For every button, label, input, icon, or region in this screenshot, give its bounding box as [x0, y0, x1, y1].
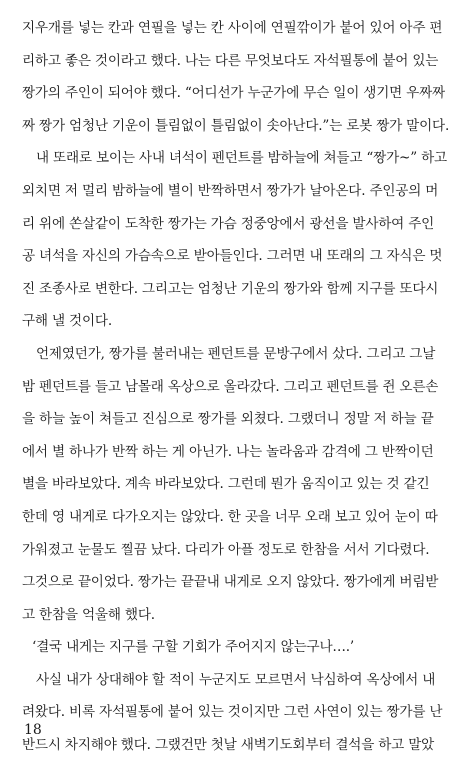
text-line: 리 위에 쏜살같이 도착한 짱가는 가슴 정중앙에서 광선을 발사하여 주인 [22, 215, 435, 232]
text-line: 려왔다. 비록 자석필통에 붙어 있는 것이지만 그런 사연이 있는 짱가를 난 [22, 704, 443, 721]
text-line: 내 또래로 보이는 사내 녀석이 펜던트를 밤하늘에 쳐들고 “짱가~” 하고 [36, 150, 447, 167]
text-line: 짜 짱가 엄청난 기운이 틀림없이 틀림없이 솟아난다.”는 로봇 짱가 말이다. [22, 117, 450, 134]
paragraph [22, 338, 452, 631]
text-line: 반드시 차지해야 했다. 그랬건만 첫날 새벽기도회부터 결석을 하고 말았 [22, 737, 435, 754]
text-line: 가워졌고 눈물도 찔끔 났다. 다리가 아플 정도로 한참을 서서 기다렸다. [22, 541, 430, 558]
text-line: 외치면 저 멀리 밤하늘에 별이 반짝하면서 짱가가 날아온다. 주인공의 머 [22, 182, 439, 199]
text-line: 리하고 좋은 것이라고 했다. 나는 다른 무엇보다도 자석필통에 붙어 있는 [22, 52, 439, 69]
page-number: 18 [24, 722, 42, 738]
text-line: 을 하늘 높이 쳐들고 진심으로 짱가를 외쳤다. 그랬더니 정말 저 하늘 끝 [22, 411, 434, 428]
body-text [22, 12, 452, 762]
text-line: 진 조종사로 변한다. 그리고는 엄청난 기운의 짱가와 함께 지구를 또다시 [22, 280, 439, 297]
text-line: 구해 낼 것이다. [22, 313, 112, 330]
text-line: 공 녀석을 자신의 가슴속으로 받아들인다. 그러면 내 또래의 그 자식은 멋 [22, 248, 443, 265]
text-line: 지우개를 넣는 칸과 연필을 넣는 칸 사이에 연필깎이가 붙어 있어 아주 편 [22, 20, 443, 36]
text-line: 고 한참을 억울해 했다. [22, 606, 155, 623]
quote-paragraph [22, 631, 452, 664]
quote-line: ‘결국 내게는 지구를 구할 기회가 주어지지 않는구나….’ [32, 639, 355, 656]
text-line: 짱가의 주인이 되어야 했다. “어디선가 누군가에 무슨 일이 생기면 우짜짜 [22, 85, 445, 102]
text-line: 밤 펜던트를 들고 남몰래 옥상으로 올라갔다. 그리고 펜던트를 쥔 오른손 [22, 378, 439, 395]
text-line: 에서 별 하나가 반짝 하는 게 아닌가. 나는 놀라움과 감격에 그 반짝이던 [22, 443, 434, 460]
text-line: 사실 내가 상대해야 할 적이 누군지도 모르면서 낙심하여 옥상에서 내 [36, 671, 436, 688]
paragraph [22, 664, 452, 762]
text-line: 한데 영 내게로 다가오지는 않았다. 한 곳을 너무 오래 보고 있어 눈이 따 [22, 508, 438, 525]
paragraph [22, 12, 452, 142]
paragraph [22, 142, 452, 338]
text-line: 그것으로 끝이었다. 짱가는 끝끝내 내게로 오지 않았다. 짱가에게 버림받 [22, 574, 439, 591]
text-line: 언제였던가, 짱가를 불러내는 펜던트를 문방구에서 샀다. 그리고 그날 [36, 345, 436, 362]
text-line: 별을 바라보았다. 계속 바라보았다. 그런데 뭔가 움직이고 있는 것 같긴 [22, 476, 430, 493]
